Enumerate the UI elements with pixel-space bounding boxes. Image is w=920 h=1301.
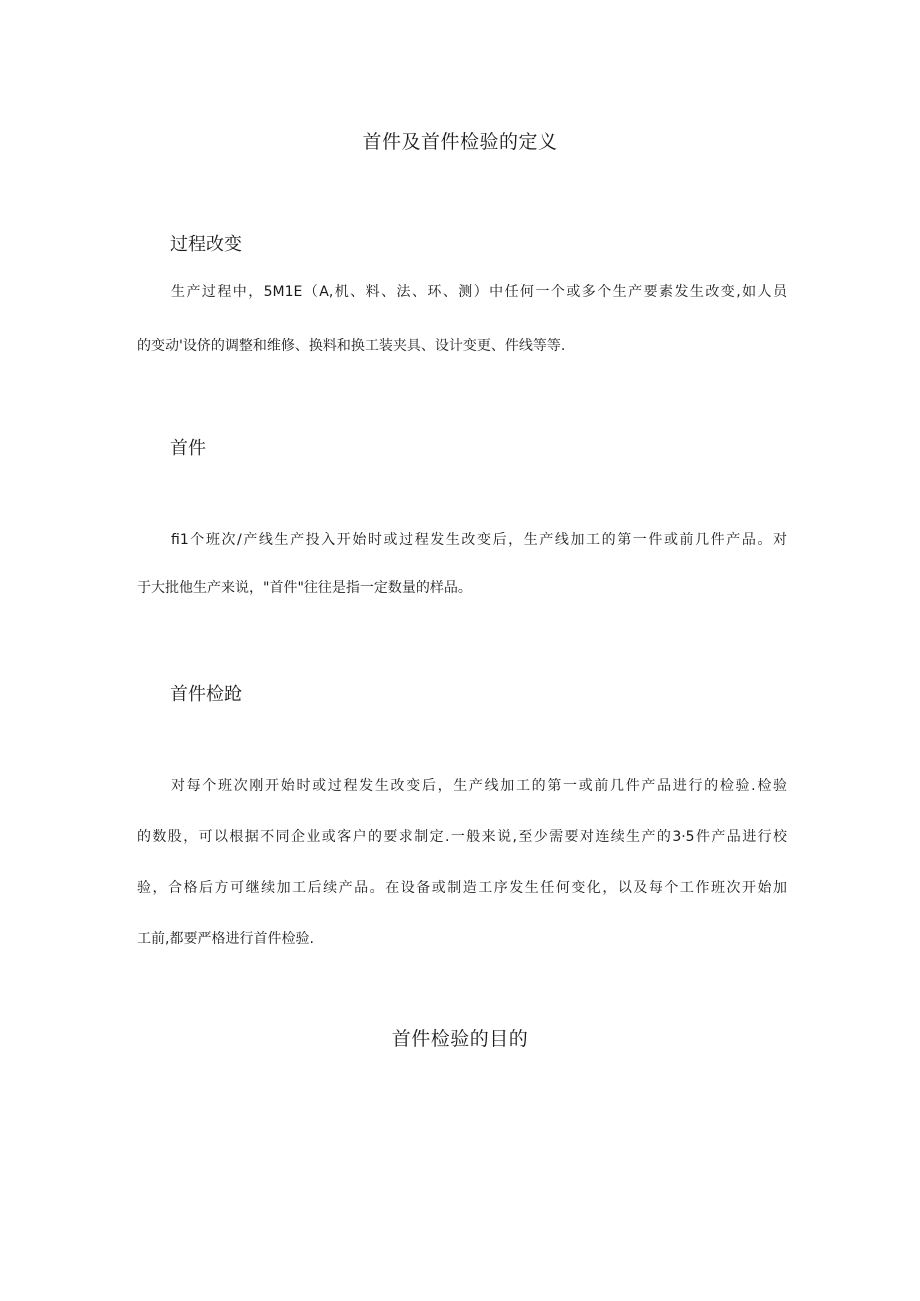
paragraph-line: 的数股，可以根据不同企业或客户的要求制定.一般来说,至少需要对连续生产的3·5件产品进行校: [137, 829, 787, 845]
section-title-purpose: 首件检验的目的: [391, 1028, 529, 1050]
paragraph-line: 生产过程中，5M1E（A,机、料、法、环、测）中任何一个或多个生产要素发生改变,如人员: [171, 284, 787, 300]
paragraph-line: 对每个班次刚开始时或过程发生改变后，生产线加工的第一或前几件产品进行的检验.检验: [171, 778, 787, 794]
page-title: 首件及首件检验的定义: [362, 131, 558, 153]
paragraph-line: 验，合格后方可继续加工后续产品。在设备或制造工序发生任何变化，以及每个工作班次开始加: [137, 880, 787, 896]
section-paragraph-process-change: [137, 279, 787, 359]
section-heading-first-piece: 首件: [170, 438, 206, 459]
section-paragraph-first-piece-inspection: [137, 773, 787, 952]
paragraph-line: fi1个班次/产线生产投入开始时或过程发生改变后，生产线加工的第一件或前几件产品。对: [171, 532, 787, 548]
section-heading-process-change: 过程改变: [170, 234, 242, 255]
paragraph-line: 于大批他生产来说，"首件"往往是指一定数量的样品。: [137, 580, 472, 596]
section-paragraph-first-piece: [137, 527, 787, 601]
paragraph-line: 工前,都要严格进行首件检验.: [137, 931, 314, 947]
paragraph-line: 的变动'设侪的调整和维修、换料和换工装夹具、设计变更、件线等等.: [137, 338, 566, 354]
section-heading-first-piece-inspection: 首件检跄: [170, 684, 242, 705]
